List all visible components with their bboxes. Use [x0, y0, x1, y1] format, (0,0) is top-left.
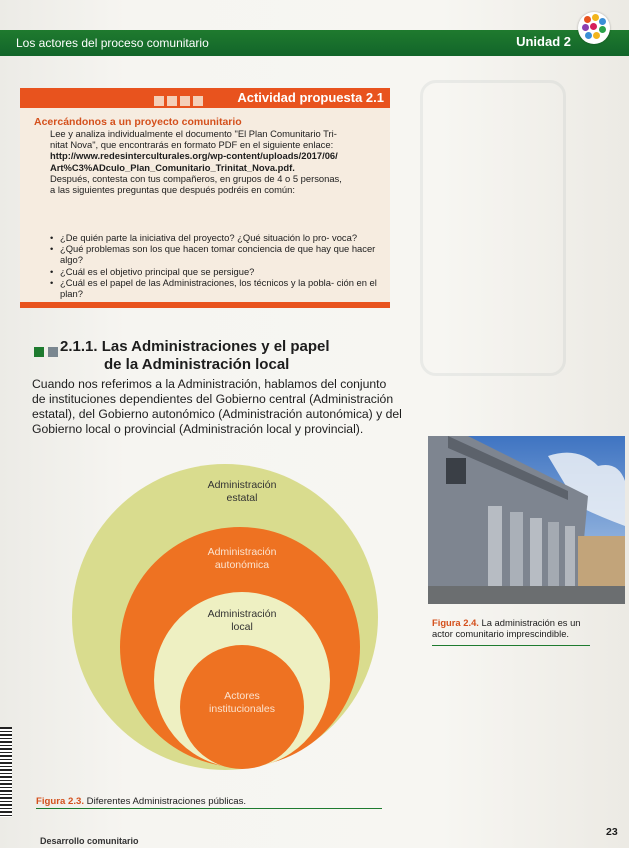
ring-label-estatal-1: Administración	[207, 479, 277, 491]
faded-background-panel	[420, 80, 566, 376]
section-squares-icon	[34, 344, 62, 362]
section-heading-line: de la Administración local	[104, 356, 290, 373]
instruction-line: Después, contesta con tus compañeros, en grupos de 4 o 5 personas,	[50, 172, 342, 184]
government-building-photo	[428, 436, 625, 604]
book-title-footer: Desarrollo comunitario	[40, 836, 139, 846]
instruction-line: a las siguientes preguntas que después podréis en común:	[50, 184, 295, 196]
ring-label-autonomica-1: Administración	[207, 546, 277, 558]
activity-instructions	[50, 128, 390, 195]
question-item: • ¿Qué problemas son los que hacen tomar conciencia de que hay que hacer algo?	[50, 243, 390, 265]
activity-title: Actividad propuesta 2.1	[237, 90, 384, 105]
section-heading	[60, 338, 360, 374]
question-item: • ¿Cuál es el papel de las Administraciones, los técnicos y la pobla- ción en el plan?	[50, 277, 390, 299]
page-number: 23	[606, 826, 618, 838]
ring-label-estatal-2: estatal	[226, 492, 258, 504]
pdf-link[interactable]: Art%C3%ADculo_Plan_Comunitario_Trinitat_Nova.pdf.	[50, 161, 295, 173]
decorative-squares-icon	[154, 93, 206, 111]
activity-titlebar	[20, 88, 390, 108]
figure-2-4-caption	[432, 617, 602, 639]
figure-label: Figura 2.3.	[36, 796, 84, 807]
activity-subtitle: Acercándonos a un proyecto comunitario	[34, 116, 242, 128]
administrations-diagram	[70, 462, 380, 772]
ring-label-local-2: local	[231, 621, 253, 633]
figure-2-3-caption	[36, 796, 246, 807]
section-body-text: Cuando nos referimos a la Administración, hablamos del conjunto de instituciones dependientes del Gobierno central (Administración estatal), del Gobierno autonómico (Administración autonómica) y del Gobierno local o provincial (Administración local y provincial).	[32, 377, 402, 436]
question-item: • ¿De quién parte la iniciativa del proyecto? ¿Qué situación lo pro- voca?	[50, 232, 390, 243]
questions-list	[50, 232, 390, 299]
chapter-section-title: Los actores del proceso comunitario	[16, 36, 209, 50]
figure-caption-text: Diferentes Administraciones públicas.	[86, 796, 247, 807]
question-item: • ¿Cuál es el objetivo principal que se persigue?	[50, 266, 390, 277]
activity-box	[20, 88, 390, 308]
unit-label: Unidad 2	[516, 34, 571, 49]
colorful-dots-logo-icon	[578, 12, 610, 44]
ring-label-actores-1: Actores	[224, 690, 260, 702]
activity-bottom-bar	[20, 302, 390, 308]
instruction-line: Lee y analiza individualmente el documento "El Plan Comunitario Tri-	[50, 128, 337, 139]
section-heading-line: 2.1.1. Las Administraciones y el papel	[60, 338, 330, 355]
caption-divider	[36, 808, 382, 809]
caption-divider	[432, 645, 590, 646]
figure-label: Figura 2.4.	[432, 617, 479, 628]
figure-caption-text: La administración es un actor comunitario imprescindible.	[432, 617, 581, 639]
barcode-icon	[0, 727, 12, 817]
instruction-line: nitat Nova", que encontrarás en formato PDF en el siguiente enlace:	[50, 139, 334, 151]
chapter-header	[0, 30, 629, 56]
ring-label-autonomica-2: autonómica	[214, 559, 270, 571]
ring-label-actores-2: institucionales	[209, 703, 275, 715]
ring-label-local-1: Administración	[207, 608, 277, 620]
pdf-link[interactable]: http://www.redesinterculturales.org/wp-content/uploads/2017/06/	[50, 150, 338, 162]
